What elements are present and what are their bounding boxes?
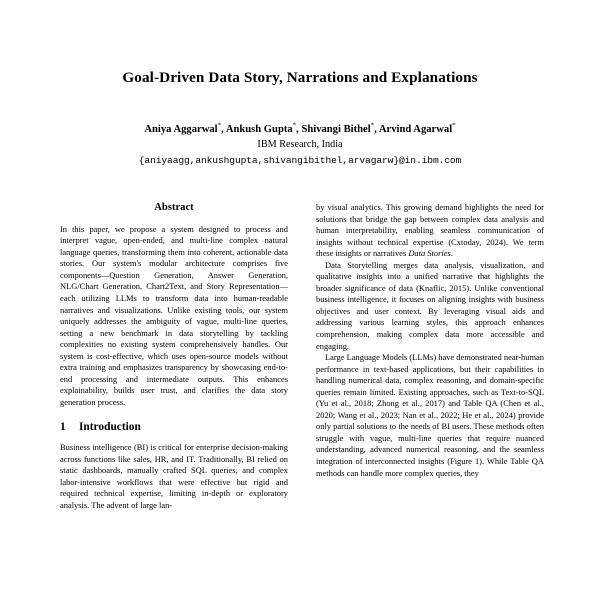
affiliation: IBM Research, India	[257, 139, 343, 151]
right-paragraph-1-end: .	[450, 248, 453, 259]
left-column	[60, 202, 288, 511]
introduction-paragraph-1: Business intelligence (BI) is critical for enterprise decision-making across functions like sales, HR, and IT. Traditionally, BI relied on static dashboards, manually crafted SQL queries, and complex labor-intensive workflows that were effective but rigid and required technical expertise, limiting in-depth or exploratory analysis. The advent of large lan-	[60, 442, 288, 510]
section-heading-introduction	[60, 421, 288, 435]
right-paragraph-1	[316, 202, 544, 260]
page-title: Goal-Driven Data Story, Narrations and Explanations	[122, 69, 478, 86]
author-emails: {aniyaagg,ankushgupta,shivangibithel,arvagarw}@in.ibm.com	[138, 155, 462, 167]
author-list: Aniya Aggarwal*, Ankush Gupta*, Shivangi Bithel*, Arvind Agarwal*	[144, 121, 456, 135]
right-column	[316, 202, 544, 511]
right-paragraph-1-text: by visual analytics. This growing demand highlights the need for solutions that bridge the gap between complex data analysis and human interpretability, enabling seamless communication of insights without technical expertise (Cxtoday, 2024). We term these insights or narratives	[316, 202, 544, 259]
two-column-body	[60, 202, 544, 511]
title-block	[0, 0, 600, 166]
right-paragraph-2: Data Storytelling merges data analysis, visualization, and qualitative insights into a unified narrative that highlights the broader significance of data (Knaflic, 2015). Unlike conventional business intelligence, it focuses on aligning insights with business objectives and user context. By leveraging visual aids and addressing various learning styles, this approach enhances comprehension, making complex data more accessible and engaging.	[316, 259, 544, 351]
section-title: Introduction	[79, 421, 141, 434]
right-paragraph-3: Large Language Models (LLMs) have demonstrated near-human performance in text-based applications, but their capabilities in handling numerical data, complex reasoning, and domain-specific queries remain limited. Existing approaches, such as Text-to-SQL (Yu et al., 2018; Zhong et al., 2017) and Table QA (Chen et al., 2020; Wang et al., 2023; Nan et al., 2022; He et al., 2024) provide only partial solutions to the needs of BI users. These methods often struggle with vague, multi-line queries that require nuanced understanding, advanced numerical reasoning, and the seamless integration of interconnected insights (Figure 1). While Table QA methods can handle more complex queries, they	[316, 352, 544, 478]
data-stories-term: Data Stories	[408, 248, 451, 259]
abstract-heading: Abstract	[154, 202, 194, 213]
section-number: 1	[60, 421, 66, 434]
abstract-paragraph: In this paper, we propose a system designed to process and interpret vague, open-ended, and multi-line complex natural language queries, transforming them into coherent, actionable data stories. Our system's modular architecture comprises five components—Question Generation, Answer Generation, NLG/Chart Generation, Chart2Text, and Story Representation—each utilizing LLMs to transform data into human-readable narratives and visualizations. Unlike existing tools, our system uniquely addresses the ambiguity of vague, multi-line queries, setting a new benchmark in data storytelling by tackling complexities no existing system comprehensively handles. Our system is cost-effective, which uses open-source models without extra training and emphasizes transparency by showcasing end-to-end processing and intermediate outputs. This enhances explainability, builds user trust, and clarifies the data story generation process.	[60, 223, 288, 407]
